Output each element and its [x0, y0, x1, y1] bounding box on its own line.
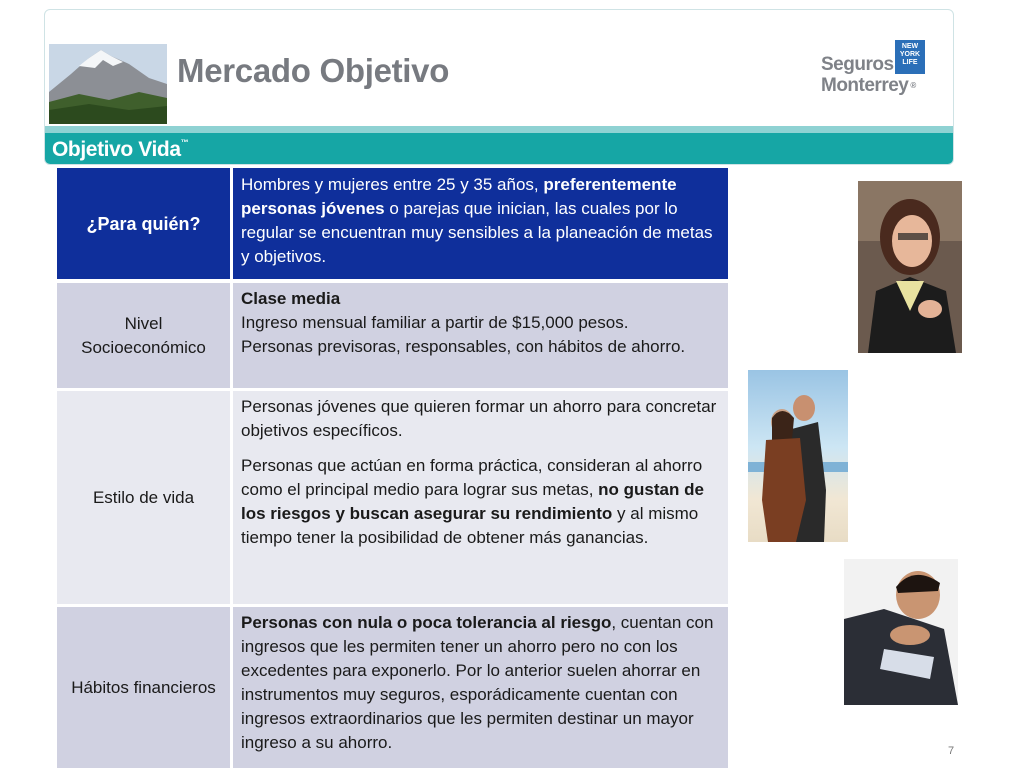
logo-line-2: Monterrey [821, 75, 909, 96]
section-band: Objetivo Vida™ [45, 133, 953, 165]
mountain-landscape-image [49, 44, 167, 124]
table-row [57, 283, 728, 388]
row-value: Hombres y mujeres entre 25 y 35 años, preferentemente personas jóvenes o parejas que inician, las cuales por lo regular se encuentran muy sensibles a la planeación de metas y objetivos. [233, 168, 728, 279]
logo-line-1: Seguros [821, 54, 894, 75]
page-number: 7 [948, 745, 955, 757]
header-stripe [45, 126, 953, 133]
new-york-life-badge: NEW YORK LIFE [895, 40, 925, 74]
table-row [57, 607, 728, 768]
row-value: Personas jóvenes que quieren formar un ahorro para concretar objetivos específicos. Personas que actúan en forma práctica, consideran al ahorro como el principal medio para lograr sus metas, no gustan de los riesgos y buscan asegurar su rendimiento y al mismo tiempo tener la posibilidad de obtener más ganancias. [233, 391, 728, 604]
table-row [57, 168, 728, 279]
row-value: Personas con nula o poca tolerancia al riesgo, cuentan con ingresos que les permiten tener un ahorro pero no con los excedentes para exponerlo. Por lo anterior suelen ahorrar en instrumentos muy seguros, esporádicamente cuentan con ingresos extraordinarios que les permiten destinar un mayor ingreso a su ahorro. [233, 607, 728, 768]
row-value: Clase media Ingreso mensual familiar a partir de $15,000 pesos. Personas previsoras, responsables, con hábitos de ahorro. [233, 283, 728, 388]
couple-on-beach-photo [748, 370, 848, 542]
row-label: ¿Para quién? [57, 168, 230, 279]
row-label: Estilo de vida [57, 391, 230, 604]
row-label: Hábitos financieros [57, 607, 230, 768]
page-title: Mercado Objetivo [177, 52, 450, 89]
woman-with-phone-photo [858, 181, 962, 353]
slide-header [44, 9, 954, 165]
thoughtful-man-photo [844, 559, 958, 705]
seguros-monterrey-logo: Seguros Monterrey ® NEW YORK LIFE [821, 40, 931, 102]
row-label: Nivel Socioeconómico [57, 283, 230, 388]
section-title: Objetivo Vida [52, 138, 181, 161]
table-row [57, 391, 728, 604]
